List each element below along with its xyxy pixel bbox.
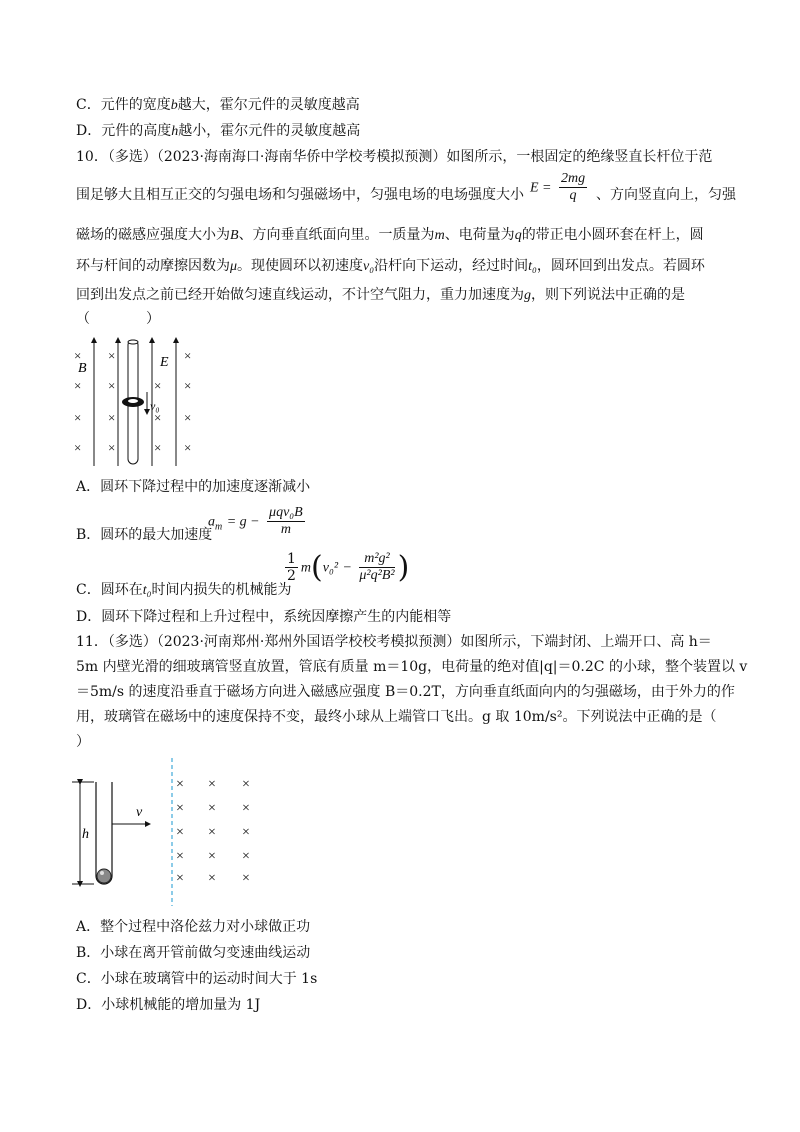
q9-option-c-var: b	[170, 98, 178, 113]
ring-hole	[128, 399, 138, 403]
q10-line5-a: 回到出发点之前已经开始做匀速直线运动，不计空气阻力，重力加速度为	[76, 287, 524, 303]
cross: ×	[176, 849, 184, 864]
q10-stem-line1: 10．（多选）（2023·海南海口·海南华侨中学校考模拟预测）如图所示，一根固定的绝缘竖直长杆位于范	[76, 149, 713, 165]
q11-option-a: A．整个过程中洛伦兹力对小球做正功	[76, 919, 311, 935]
cross: ×	[208, 871, 216, 886]
q10-var-t0: t₀	[528, 259, 537, 274]
q10-line3-a: 磁场的磁感应强度大小为	[76, 227, 230, 243]
cross: ×	[176, 871, 184, 886]
cross: ×	[74, 378, 82, 393]
cross: ×	[208, 801, 216, 816]
q10-optc-num: m²g²	[359, 551, 394, 568]
q10-var-v0: v₀	[363, 259, 375, 274]
q10-optc-b: 时间内损失的机械能为	[151, 582, 292, 598]
q11-figure	[66, 756, 276, 908]
q10-stem-line5	[76, 285, 685, 306]
cross: ×	[108, 378, 116, 393]
q10-optc-half	[285, 551, 298, 584]
q10-optb-den: m	[280, 522, 291, 537]
q10-optb-num: μqv₀B	[269, 505, 303, 520]
v-label: v	[136, 805, 143, 820]
cross: ×	[176, 801, 184, 816]
q10-optc-minus: −	[342, 560, 352, 576]
q10-e-lhs: E =	[530, 180, 552, 196]
q11-stem-line1: 11．（多选）（2023·河南郑州·郑州外国语学校校考模拟预测）如图所示，下端封闭、上端开口、高 h＝	[76, 634, 712, 650]
q10-line3-b: 、方向垂直纸面向里。一质量为	[238, 227, 435, 243]
q9-option-c	[76, 95, 360, 116]
q10-optb-lhs: a	[208, 514, 215, 530]
q10-optc-den: μ²q²B²	[359, 568, 395, 583]
q9-option-d-tail: 越小，霍尔元件的灵敏度越高	[178, 123, 361, 139]
q11-stem-line3: ＝5m/s 的速度沿垂直于磁场方向进入磁感应强度 B＝0.2T，方向垂直纸面向内的匀强磁场，由于外力的作	[76, 684, 735, 700]
q10-stem-line3	[76, 225, 704, 246]
q10-optc-lparen: (	[311, 550, 323, 585]
cross: ×	[184, 440, 192, 455]
q11-option-c: C．小球在玻璃管中的运动时间大于 1s	[76, 971, 318, 987]
q11-stem-line2: 5m 内壁光滑的细玻璃管竖直放置，管底有质量 m＝10g，电荷量的绝对值|q|＝0.2C 的小球，整个装置以 v	[76, 659, 748, 675]
q10-optc-a: C．圆环在	[76, 582, 143, 598]
cross: ×	[242, 777, 250, 792]
cross: ×	[154, 410, 162, 425]
q10-optc-half-den: 2	[287, 568, 296, 584]
q10-e-frac	[559, 171, 587, 204]
q10-option-d: D．圆环下降过程和上升过程中，系统因摩擦产生的内能相等	[76, 609, 452, 625]
q10-var-g: g	[524, 288, 531, 303]
q10-e-num: 2mg	[560, 171, 586, 186]
cross: ×	[208, 825, 216, 840]
q10-option-c	[76, 580, 291, 601]
cross: ×	[154, 440, 162, 455]
q10-figure	[68, 334, 208, 470]
q10-option-c-formula	[282, 550, 409, 585]
q10-line2-b: 、方向竖直向上，匀强	[596, 187, 736, 203]
q10-line4-b: 。现使圆环以初速度	[237, 258, 364, 274]
q9-option-c-text: C．元件的宽度	[76, 97, 171, 113]
q11-stem-line5: ）	[76, 734, 90, 750]
q10-var-mu: μ	[230, 259, 238, 274]
cross: ×	[108, 440, 116, 455]
cross: ×	[184, 410, 192, 425]
cross: ×	[208, 777, 216, 792]
cross: ×	[176, 825, 184, 840]
q9-option-d	[76, 121, 360, 142]
q10-answer-paren: （ ）	[76, 311, 160, 327]
q10-optc-frac	[359, 551, 394, 584]
q10-option-b-formula	[208, 505, 308, 538]
q10-e-formula	[530, 171, 590, 204]
q10-stem-line4	[76, 256, 705, 277]
q10-line4-c: 沿杆向下运动，经过时间	[374, 258, 529, 274]
cross: ×	[74, 440, 82, 455]
rod-top	[128, 340, 138, 344]
q10-optc-half-num: 1	[287, 551, 296, 567]
field-crosses	[176, 777, 250, 886]
q9-option-d-text: D．元件的高度	[76, 123, 172, 139]
q10-var-m: m	[434, 228, 445, 243]
cross: ×	[242, 825, 250, 840]
q11-option-d: D．小球机械能的增加量为 1J	[76, 997, 261, 1013]
cross: ×	[74, 410, 82, 425]
h-label: h	[82, 827, 89, 842]
cross: ×	[108, 410, 116, 425]
q11-option-b: B．小球在离开管前做匀变速曲线运动	[76, 945, 311, 961]
cross: ×	[184, 348, 192, 363]
q10-optb-frac	[267, 505, 305, 538]
q11-stem-line4: 用，玻璃管在磁场中的速度保持不变，最终小球从上端管口飞出。g 取 10m/s²。下列说法中正确的是（	[76, 709, 717, 725]
q10-optc-rparen: )	[397, 550, 410, 585]
e-label: E	[160, 355, 169, 370]
cross: ×	[184, 378, 192, 393]
q9-option-d-var: h	[171, 124, 179, 139]
q10-optc-m: m	[300, 560, 312, 576]
q9-option-c-tail: 越大，霍尔元件的灵敏度越高	[177, 97, 360, 113]
q10-optb-sub: m	[215, 521, 223, 533]
q10-var-q: q	[514, 228, 522, 243]
q10-line3-d: 的带正电小圆环套在杆上，圆	[521, 227, 704, 243]
q10-line2-a: 围足够大且相互正交的匀强电场和匀强磁场中，匀强电场的电场强度大小	[76, 187, 524, 203]
q10-line4-a: 环与杆间的动摩擦因数为	[76, 258, 230, 274]
v0-label: v₀	[150, 399, 160, 413]
ball	[97, 869, 111, 883]
q10-var-b: B	[230, 228, 239, 243]
cross: ×	[154, 378, 162, 393]
cross: ×	[242, 849, 250, 864]
cross: ×	[242, 801, 250, 816]
q10-stem-line2	[76, 185, 524, 205]
q10-line3-c: 、电荷量为	[444, 227, 515, 243]
cross: ×	[74, 348, 82, 363]
q10-option-b-text: B．圆环的最大加速度	[76, 527, 213, 543]
cross: ×	[208, 849, 216, 864]
q10-optc-v0sq: v₀²	[322, 560, 339, 576]
q10-optb-mid: = g −	[226, 514, 260, 530]
q10-optc-t0: t₀	[142, 583, 152, 598]
b-label: B	[78, 361, 87, 376]
q10-e-den: q	[569, 188, 577, 203]
q10-line4-d: ，圆环回到出发点。若圆环	[536, 258, 705, 274]
q10-line5-b: ，则下列说法中正确的是	[531, 287, 685, 303]
cross: ×	[108, 348, 116, 363]
cross: ×	[242, 871, 250, 886]
q10-option-b	[76, 525, 212, 545]
cross: ×	[176, 777, 184, 792]
ball-highlight	[100, 871, 104, 875]
q10-option-a: A．圆环下降过程中的加速度逐渐减小	[76, 479, 311, 495]
